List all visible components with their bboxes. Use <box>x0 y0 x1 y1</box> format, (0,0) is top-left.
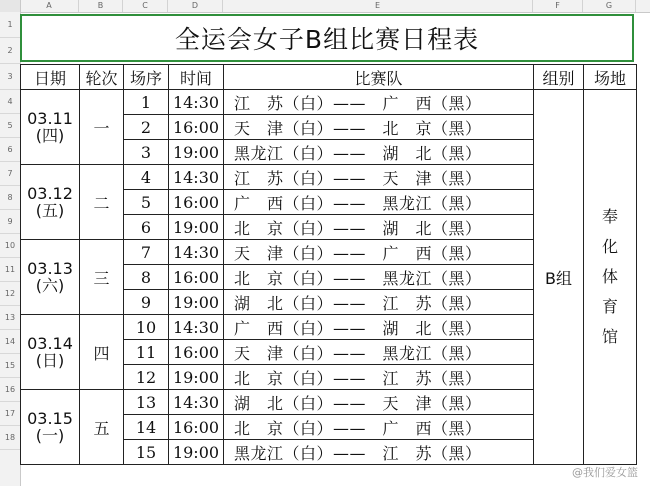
time-cell[interactable]: 19:00 <box>169 440 224 465</box>
date-value: 03.11 <box>27 109 73 128</box>
column-header-e[interactable]: E <box>223 0 533 12</box>
date-cell[interactable] <box>21 240 80 315</box>
weekday-value: (六) <box>35 276 65 295</box>
time-cell[interactable]: 14:30 <box>169 90 224 115</box>
time-cell[interactable]: 16:00 <box>169 115 224 140</box>
row-header[interactable]: 8 <box>0 186 20 210</box>
row-header[interactable]: 7 <box>0 162 20 186</box>
time-cell[interactable]: 14:30 <box>169 315 224 340</box>
time-cell[interactable]: 14:30 <box>169 240 224 265</box>
match-no-cell[interactable]: 2 <box>124 115 169 140</box>
match-no-cell[interactable]: 4 <box>124 165 169 190</box>
date-cell[interactable] <box>21 315 80 390</box>
match-no-cell[interactable]: 10 <box>124 315 169 340</box>
table-row <box>21 90 637 115</box>
watermark: @我们爱女篮 <box>572 466 638 479</box>
weekday-value: (日) <box>35 351 65 370</box>
column-header-b[interactable]: B <box>79 0 123 12</box>
date-value: 03.15 <box>27 409 73 428</box>
teams-cell[interactable]: 江 苏（白）—— 广 西（黑） <box>224 90 534 115</box>
header-row <box>21 65 637 90</box>
time-cell[interactable]: 16:00 <box>169 190 224 215</box>
row-header-bar <box>0 12 21 486</box>
row-header[interactable]: 3 <box>0 64 20 90</box>
venue-text: 奉化体育馆 <box>601 207 618 346</box>
column-header-bar <box>0 0 650 13</box>
row-header[interactable]: 5 <box>0 114 20 138</box>
time-cell[interactable]: 14:30 <box>169 165 224 190</box>
match-no-cell[interactable]: 13 <box>124 390 169 415</box>
weekday-value: (一) <box>35 426 65 445</box>
teams-cell[interactable]: 广 西（白）—— 黑龙江（黑） <box>224 190 534 215</box>
date-cell[interactable] <box>21 390 80 465</box>
date-value: 03.13 <box>27 259 73 278</box>
row-header[interactable]: 17 <box>0 402 20 426</box>
time-cell[interactable]: 14:30 <box>169 390 224 415</box>
header-match-no[interactable]: 场序 <box>124 65 169 90</box>
match-no-cell[interactable]: 7 <box>124 240 169 265</box>
round-cell[interactable]: 二 <box>80 165 124 240</box>
time-cell[interactable]: 16:00 <box>169 265 224 290</box>
weekday-value: (五) <box>35 201 65 220</box>
teams-cell[interactable]: 天 津（白）—— 黑龙江（黑） <box>224 340 534 365</box>
time-cell[interactable]: 16:00 <box>169 340 224 365</box>
teams-cell[interactable]: 湖 北（白）—— 江 苏（黑） <box>224 290 534 315</box>
header-group[interactable]: 组别 <box>534 65 584 90</box>
round-cell[interactable]: 四 <box>80 315 124 390</box>
teams-cell[interactable]: 黑龙江（白）—— 湖 北（黑） <box>224 140 534 165</box>
date-cell[interactable] <box>21 165 80 240</box>
date-value: 03.14 <box>27 334 73 353</box>
teams-cell[interactable]: 北 京（白）—— 江 苏（黑） <box>224 365 534 390</box>
time-cell[interactable]: 19:00 <box>169 365 224 390</box>
round-cell[interactable]: 五 <box>80 390 124 465</box>
match-no-cell[interactable]: 11 <box>124 340 169 365</box>
weekday-value: (四) <box>35 126 65 145</box>
round-cell[interactable]: 一 <box>80 90 124 165</box>
teams-cell[interactable]: 北 京（白）—— 广 西（黑） <box>224 415 534 440</box>
column-header-c[interactable]: C <box>123 0 168 12</box>
row-header[interactable]: 18 <box>0 426 20 450</box>
row-header[interactable]: 13 <box>0 306 20 330</box>
row-header[interactable]: 15 <box>0 354 20 378</box>
venue-cell[interactable] <box>584 90 637 465</box>
column-header-a[interactable]: A <box>20 0 79 12</box>
time-cell[interactable]: 19:00 <box>169 140 224 165</box>
teams-cell[interactable]: 北 京（白）—— 湖 北（黑） <box>224 215 534 240</box>
time-cell[interactable]: 19:00 <box>169 215 224 240</box>
row-header[interactable]: 16 <box>0 378 20 402</box>
row-header[interactable]: 9 <box>0 210 20 234</box>
header-date[interactable]: 日期 <box>21 65 80 90</box>
column-header-d[interactable]: D <box>168 0 223 12</box>
teams-cell[interactable]: 江 苏（白）—— 天 津（黑） <box>224 165 534 190</box>
select-all-corner[interactable] <box>0 0 21 12</box>
row-header[interactable]: 10 <box>0 234 20 258</box>
row-header[interactable]: 4 <box>0 90 20 114</box>
match-no-cell[interactable]: 1 <box>124 90 169 115</box>
time-cell[interactable]: 19:00 <box>169 290 224 315</box>
match-no-cell[interactable]: 8 <box>124 265 169 290</box>
column-header-f[interactable]: F <box>533 0 583 12</box>
time-cell[interactable]: 16:00 <box>169 415 224 440</box>
match-no-cell[interactable]: 9 <box>124 290 169 315</box>
match-no-cell[interactable]: 3 <box>124 140 169 165</box>
match-no-cell[interactable]: 15 <box>124 440 169 465</box>
teams-cell[interactable]: 湖 北（白）—— 天 津（黑） <box>224 390 534 415</box>
teams-cell[interactable]: 北 京（白）—— 黑龙江（黑） <box>224 265 534 290</box>
teams-cell[interactable]: 天 津（白）—— 北 京（黑） <box>224 115 534 140</box>
column-header-g[interactable]: G <box>583 0 636 12</box>
schedule-table <box>20 64 637 465</box>
row-header[interactable]: 6 <box>0 138 20 162</box>
teams-cell[interactable]: 广 西（白）—— 湖 北（黑） <box>224 315 534 340</box>
group-cell[interactable]: B组 <box>534 90 584 465</box>
date-cell[interactable] <box>21 90 80 165</box>
match-no-cell[interactable]: 12 <box>124 365 169 390</box>
match-no-cell[interactable]: 6 <box>124 215 169 240</box>
header-round[interactable]: 轮次 <box>80 65 124 90</box>
date-value: 03.12 <box>27 184 73 203</box>
header-teams[interactable]: 比赛队 <box>224 65 534 90</box>
row-header[interactable]: 12 <box>0 282 20 306</box>
round-cell[interactable]: 三 <box>80 240 124 315</box>
row-header[interactable]: 1 <box>0 12 20 38</box>
schedule-title[interactable]: 全运会女子B组比赛日程表 <box>20 14 634 62</box>
row-header[interactable]: 14 <box>0 330 20 354</box>
teams-cell[interactable]: 天 津（白）—— 广 西（黑） <box>224 240 534 265</box>
header-time[interactable]: 时间 <box>169 65 224 90</box>
row-header[interactable]: 2 <box>0 38 20 64</box>
header-venue[interactable]: 场地 <box>584 65 637 90</box>
teams-cell[interactable]: 黑龙江（白）—— 江 苏（黑） <box>224 440 534 465</box>
match-no-cell[interactable]: 14 <box>124 415 169 440</box>
row-header[interactable]: 11 <box>0 258 20 282</box>
match-no-cell[interactable]: 5 <box>124 190 169 215</box>
